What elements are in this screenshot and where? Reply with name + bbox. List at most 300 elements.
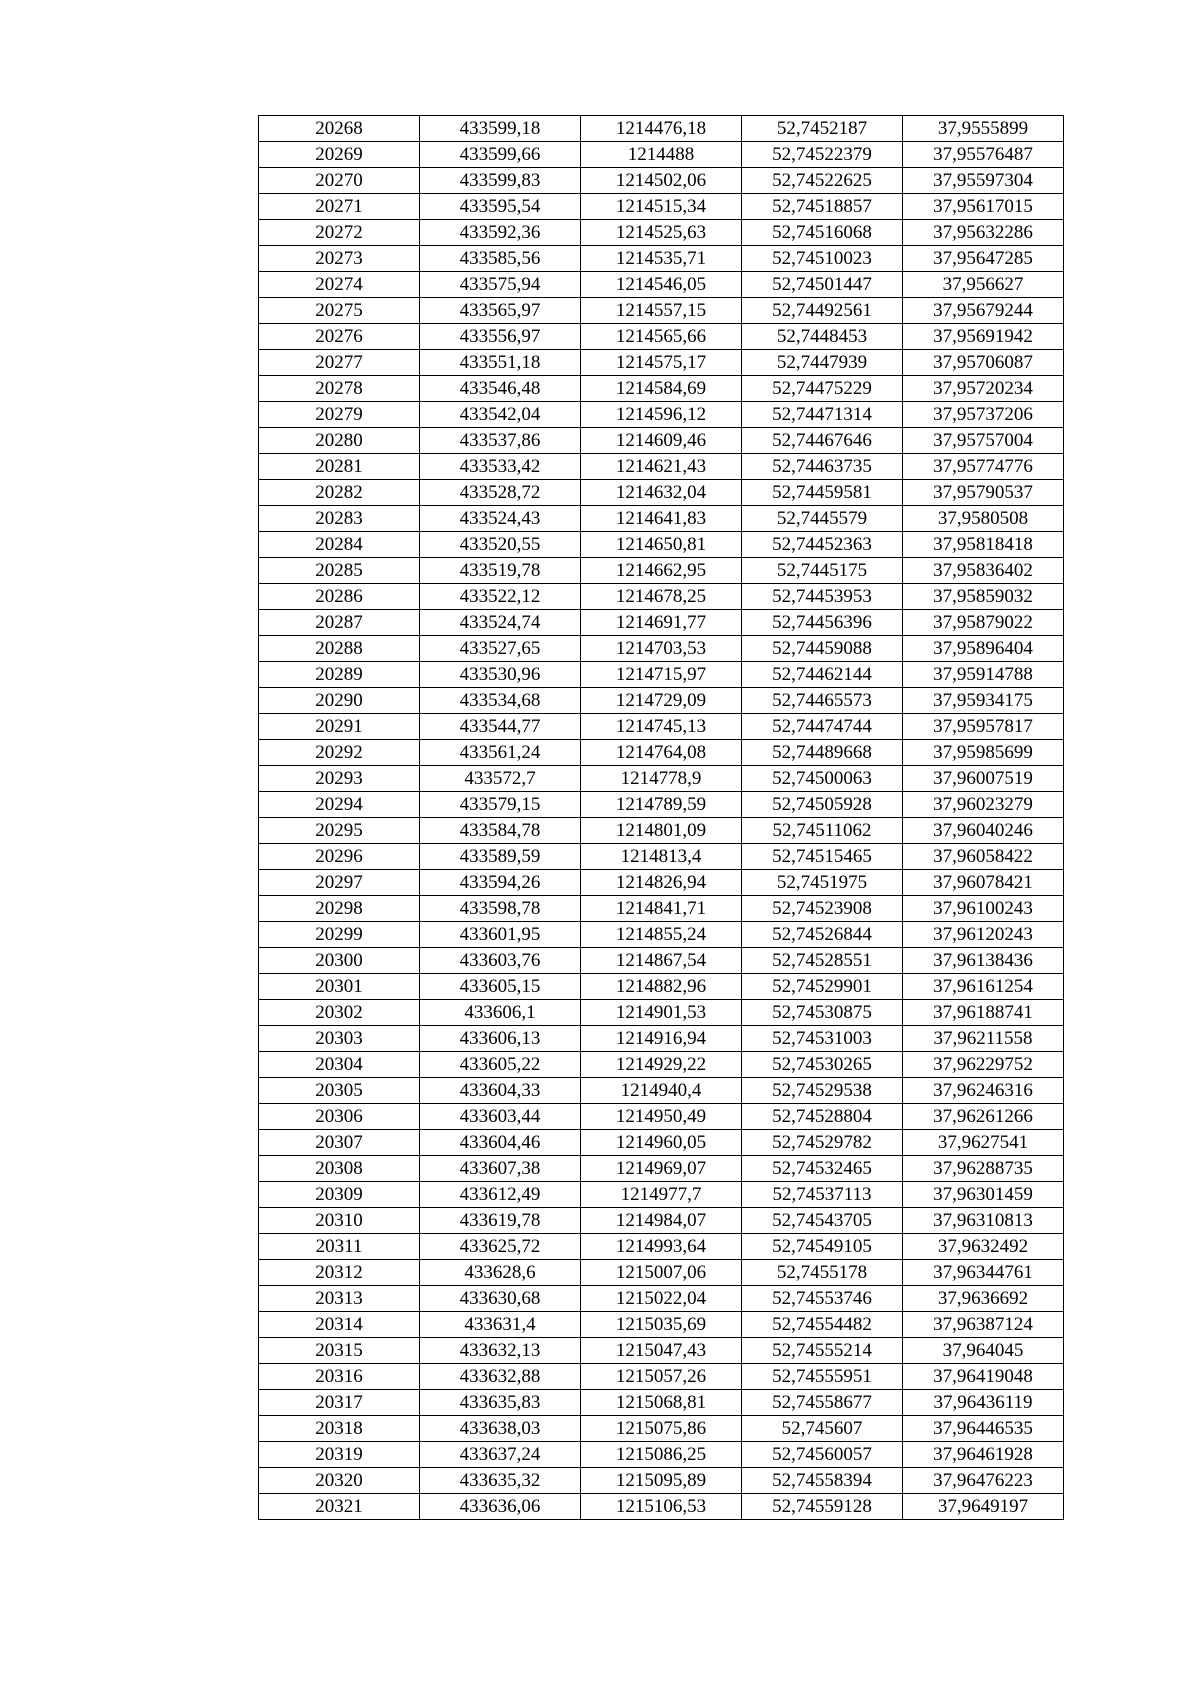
table-row <box>259 558 1064 584</box>
y-coordinate-cell: 1214969,07 <box>581 1156 742 1182</box>
point-number-cell: 20310 <box>259 1208 420 1234</box>
latitude-cell: 52,74518857 <box>742 194 903 220</box>
latitude-cell: 52,74528551 <box>742 948 903 974</box>
y-coordinate-cell: 1214621,43 <box>581 454 742 480</box>
x-coordinate-cell: 433603,76 <box>420 948 581 974</box>
y-coordinate-cell: 1214535,71 <box>581 246 742 272</box>
point-number-cell: 20307 <box>259 1130 420 1156</box>
y-coordinate-cell: 1214813,4 <box>581 844 742 870</box>
longitude-cell: 37,95720234 <box>903 376 1064 402</box>
y-coordinate-cell: 1214745,13 <box>581 714 742 740</box>
x-coordinate-cell: 433594,26 <box>420 870 581 896</box>
table-row <box>259 1286 1064 1312</box>
longitude-cell: 37,95774776 <box>903 454 1064 480</box>
y-coordinate-cell: 1214950,49 <box>581 1104 742 1130</box>
table-row <box>259 454 1064 480</box>
y-coordinate-cell: 1214650,81 <box>581 532 742 558</box>
latitude-cell: 52,74456396 <box>742 610 903 636</box>
x-coordinate-cell: 433630,68 <box>420 1286 581 1312</box>
longitude-cell: 37,95859032 <box>903 584 1064 610</box>
table-row <box>259 1442 1064 1468</box>
longitude-cell: 37,96161254 <box>903 974 1064 1000</box>
point-number-cell: 20311 <box>259 1234 420 1260</box>
x-coordinate-cell: 433606,13 <box>420 1026 581 1052</box>
longitude-cell: 37,96023279 <box>903 792 1064 818</box>
table-row <box>259 142 1064 168</box>
table-row <box>259 1000 1064 1026</box>
latitude-cell: 52,74558677 <box>742 1390 903 1416</box>
latitude-cell: 52,74554482 <box>742 1312 903 1338</box>
longitude-cell: 37,95790537 <box>903 480 1064 506</box>
longitude-cell: 37,964045 <box>903 1338 1064 1364</box>
longitude-cell: 37,96058422 <box>903 844 1064 870</box>
x-coordinate-cell: 433589,59 <box>420 844 581 870</box>
table-row <box>259 1208 1064 1234</box>
x-coordinate-cell: 433607,38 <box>420 1156 581 1182</box>
y-coordinate-cell: 1215075,86 <box>581 1416 742 1442</box>
latitude-cell: 52,74530265 <box>742 1052 903 1078</box>
y-coordinate-cell: 1214565,66 <box>581 324 742 350</box>
table-row <box>259 1364 1064 1390</box>
x-coordinate-cell: 433625,72 <box>420 1234 581 1260</box>
point-number-cell: 20278 <box>259 376 420 402</box>
point-number-cell: 20312 <box>259 1260 420 1286</box>
table-row <box>259 922 1064 948</box>
table-row <box>259 1260 1064 1286</box>
x-coordinate-cell: 433537,86 <box>420 428 581 454</box>
longitude-cell: 37,9627541 <box>903 1130 1064 1156</box>
longitude-cell: 37,96007519 <box>903 766 1064 792</box>
point-number-cell: 20297 <box>259 870 420 896</box>
x-coordinate-cell: 433604,46 <box>420 1130 581 1156</box>
y-coordinate-cell: 1214609,46 <box>581 428 742 454</box>
point-number-cell: 20315 <box>259 1338 420 1364</box>
x-coordinate-cell: 433635,32 <box>420 1468 581 1494</box>
latitude-cell: 52,7455178 <box>742 1260 903 1286</box>
x-coordinate-cell: 433524,74 <box>420 610 581 636</box>
table-row <box>259 272 1064 298</box>
latitude-cell: 52,74453953 <box>742 584 903 610</box>
longitude-cell: 37,96229752 <box>903 1052 1064 1078</box>
x-coordinate-cell: 433565,97 <box>420 298 581 324</box>
y-coordinate-cell: 1215106,53 <box>581 1494 742 1520</box>
y-coordinate-cell: 1214960,05 <box>581 1130 742 1156</box>
y-coordinate-cell: 1214764,08 <box>581 740 742 766</box>
x-coordinate-cell: 433572,7 <box>420 766 581 792</box>
point-number-cell: 20289 <box>259 662 420 688</box>
y-coordinate-cell: 1214778,9 <box>581 766 742 792</box>
longitude-cell: 37,95914788 <box>903 662 1064 688</box>
table-row <box>259 246 1064 272</box>
point-number-cell: 20308 <box>259 1156 420 1182</box>
x-coordinate-cell: 433522,12 <box>420 584 581 610</box>
latitude-cell: 52,74523908 <box>742 896 903 922</box>
y-coordinate-cell: 1215047,43 <box>581 1338 742 1364</box>
table-row <box>259 662 1064 688</box>
latitude-cell: 52,74560057 <box>742 1442 903 1468</box>
longitude-cell: 37,96246316 <box>903 1078 1064 1104</box>
longitude-cell: 37,95934175 <box>903 688 1064 714</box>
longitude-cell: 37,96310813 <box>903 1208 1064 1234</box>
point-number-cell: 20281 <box>259 454 420 480</box>
table-row <box>259 844 1064 870</box>
latitude-cell: 52,74522625 <box>742 168 903 194</box>
longitude-cell: 37,95679244 <box>903 298 1064 324</box>
longitude-cell: 37,95757004 <box>903 428 1064 454</box>
latitude-cell: 52,74532465 <box>742 1156 903 1182</box>
point-number-cell: 20309 <box>259 1182 420 1208</box>
latitude-cell: 52,7445579 <box>742 506 903 532</box>
point-number-cell: 20286 <box>259 584 420 610</box>
point-number-cell: 20321 <box>259 1494 420 1520</box>
table-row <box>259 480 1064 506</box>
table-row <box>259 870 1064 896</box>
latitude-cell: 52,7448453 <box>742 324 903 350</box>
longitude-cell: 37,96188741 <box>903 1000 1064 1026</box>
y-coordinate-cell: 1214855,24 <box>581 922 742 948</box>
longitude-cell: 37,956627 <box>903 272 1064 298</box>
latitude-cell: 52,74452363 <box>742 532 903 558</box>
latitude-cell: 52,74553746 <box>742 1286 903 1312</box>
y-coordinate-cell: 1214662,95 <box>581 558 742 584</box>
longitude-cell: 37,96040246 <box>903 818 1064 844</box>
latitude-cell: 52,74459581 <box>742 480 903 506</box>
longitude-cell: 37,95706087 <box>903 350 1064 376</box>
point-number-cell: 20320 <box>259 1468 420 1494</box>
latitude-cell: 52,7451975 <box>742 870 903 896</box>
longitude-cell: 37,95896404 <box>903 636 1064 662</box>
table-row <box>259 818 1064 844</box>
latitude-cell: 52,74530875 <box>742 1000 903 1026</box>
x-coordinate-cell: 433599,83 <box>420 168 581 194</box>
x-coordinate-cell: 433605,15 <box>420 974 581 1000</box>
table-row <box>259 1312 1064 1338</box>
y-coordinate-cell: 1215035,69 <box>581 1312 742 1338</box>
latitude-cell: 52,74555214 <box>742 1338 903 1364</box>
x-coordinate-cell: 433612,49 <box>420 1182 581 1208</box>
y-coordinate-cell: 1214882,96 <box>581 974 742 1000</box>
x-coordinate-cell: 433631,4 <box>420 1312 581 1338</box>
y-coordinate-cell: 1214940,4 <box>581 1078 742 1104</box>
latitude-cell: 52,74465573 <box>742 688 903 714</box>
table-row <box>259 1390 1064 1416</box>
longitude-cell: 37,96461928 <box>903 1442 1064 1468</box>
point-number-cell: 20305 <box>259 1078 420 1104</box>
point-number-cell: 20313 <box>259 1286 420 1312</box>
x-coordinate-cell: 433592,36 <box>420 220 581 246</box>
x-coordinate-cell: 433533,42 <box>420 454 581 480</box>
longitude-cell: 37,95691942 <box>903 324 1064 350</box>
longitude-cell: 37,95836402 <box>903 558 1064 584</box>
table-row <box>259 1130 1064 1156</box>
longitude-cell: 37,96436119 <box>903 1390 1064 1416</box>
longitude-cell: 37,96138436 <box>903 948 1064 974</box>
latitude-cell: 52,74511062 <box>742 818 903 844</box>
table-row <box>259 792 1064 818</box>
table-row <box>259 350 1064 376</box>
latitude-cell: 52,74471314 <box>742 402 903 428</box>
latitude-cell: 52,74529901 <box>742 974 903 1000</box>
latitude-cell: 52,74515465 <box>742 844 903 870</box>
point-number-cell: 20298 <box>259 896 420 922</box>
table-row <box>259 1026 1064 1052</box>
table-row <box>259 376 1064 402</box>
y-coordinate-cell: 1214977,7 <box>581 1182 742 1208</box>
point-number-cell: 20306 <box>259 1104 420 1130</box>
point-number-cell: 20300 <box>259 948 420 974</box>
point-number-cell: 20292 <box>259 740 420 766</box>
y-coordinate-cell: 1214596,12 <box>581 402 742 428</box>
y-coordinate-cell: 1214557,15 <box>581 298 742 324</box>
table-row <box>259 636 1064 662</box>
latitude-cell: 52,74555951 <box>742 1364 903 1390</box>
x-coordinate-cell: 433601,95 <box>420 922 581 948</box>
latitude-cell: 52,74537113 <box>742 1182 903 1208</box>
table-row <box>259 1078 1064 1104</box>
y-coordinate-cell: 1214678,25 <box>581 584 742 610</box>
y-coordinate-cell: 1214691,77 <box>581 610 742 636</box>
point-number-cell: 20290 <box>259 688 420 714</box>
table-row <box>259 584 1064 610</box>
latitude-cell: 52,74529538 <box>742 1078 903 1104</box>
longitude-cell: 37,9580508 <box>903 506 1064 532</box>
point-number-cell: 20295 <box>259 818 420 844</box>
longitude-cell: 37,95737206 <box>903 402 1064 428</box>
latitude-cell: 52,74489668 <box>742 740 903 766</box>
table-row <box>259 220 1064 246</box>
y-coordinate-cell: 1214729,09 <box>581 688 742 714</box>
latitude-cell: 52,745607 <box>742 1416 903 1442</box>
x-coordinate-cell: 433546,48 <box>420 376 581 402</box>
table-row <box>259 1104 1064 1130</box>
coordinates-table-body <box>259 116 1064 1520</box>
y-coordinate-cell: 1214641,83 <box>581 506 742 532</box>
latitude-cell: 52,7447939 <box>742 350 903 376</box>
point-number-cell: 20296 <box>259 844 420 870</box>
point-number-cell: 20274 <box>259 272 420 298</box>
latitude-cell: 52,74529782 <box>742 1130 903 1156</box>
latitude-cell: 52,74463735 <box>742 454 903 480</box>
table-row <box>259 428 1064 454</box>
x-coordinate-cell: 433534,68 <box>420 688 581 714</box>
longitude-cell: 37,9555899 <box>903 116 1064 142</box>
x-coordinate-cell: 433637,24 <box>420 1442 581 1468</box>
x-coordinate-cell: 433544,77 <box>420 714 581 740</box>
y-coordinate-cell: 1214575,17 <box>581 350 742 376</box>
y-coordinate-cell: 1215095,89 <box>581 1468 742 1494</box>
table-row <box>259 610 1064 636</box>
point-number-cell: 20276 <box>259 324 420 350</box>
latitude-cell: 52,74516068 <box>742 220 903 246</box>
table-row <box>259 298 1064 324</box>
y-coordinate-cell: 1214584,69 <box>581 376 742 402</box>
x-coordinate-cell: 433584,78 <box>420 818 581 844</box>
table-row <box>259 766 1064 792</box>
table-row <box>259 506 1064 532</box>
longitude-cell: 37,96288735 <box>903 1156 1064 1182</box>
latitude-cell: 52,74500063 <box>742 766 903 792</box>
table-row <box>259 168 1064 194</box>
table-row <box>259 116 1064 142</box>
longitude-cell: 37,96446535 <box>903 1416 1064 1442</box>
table-row <box>259 402 1064 428</box>
x-coordinate-cell: 433561,24 <box>420 740 581 766</box>
longitude-cell: 37,96301459 <box>903 1182 1064 1208</box>
longitude-cell: 37,9632492 <box>903 1234 1064 1260</box>
point-number-cell: 20272 <box>259 220 420 246</box>
y-coordinate-cell: 1214488 <box>581 142 742 168</box>
x-coordinate-cell: 433636,06 <box>420 1494 581 1520</box>
x-coordinate-cell: 433524,43 <box>420 506 581 532</box>
point-number-cell: 20277 <box>259 350 420 376</box>
x-coordinate-cell: 433527,65 <box>420 636 581 662</box>
point-number-cell: 20294 <box>259 792 420 818</box>
point-number-cell: 20302 <box>259 1000 420 1026</box>
latitude-cell: 52,74475229 <box>742 376 903 402</box>
x-coordinate-cell: 433575,94 <box>420 272 581 298</box>
latitude-cell: 52,74501447 <box>742 272 903 298</box>
table-row <box>259 740 1064 766</box>
x-coordinate-cell: 433551,18 <box>420 350 581 376</box>
x-coordinate-cell: 433519,78 <box>420 558 581 584</box>
point-number-cell: 20283 <box>259 506 420 532</box>
y-coordinate-cell: 1215057,26 <box>581 1364 742 1390</box>
latitude-cell: 52,74526844 <box>742 922 903 948</box>
point-number-cell: 20270 <box>259 168 420 194</box>
longitude-cell: 37,95576487 <box>903 142 1064 168</box>
x-coordinate-cell: 433632,13 <box>420 1338 581 1364</box>
x-coordinate-cell: 433604,33 <box>420 1078 581 1104</box>
longitude-cell: 37,96078421 <box>903 870 1064 896</box>
y-coordinate-cell: 1214993,64 <box>581 1234 742 1260</box>
x-coordinate-cell: 433542,04 <box>420 402 581 428</box>
y-coordinate-cell: 1214901,53 <box>581 1000 742 1026</box>
point-number-cell: 20319 <box>259 1442 420 1468</box>
point-number-cell: 20282 <box>259 480 420 506</box>
latitude-cell: 52,74459088 <box>742 636 903 662</box>
point-number-cell: 20273 <box>259 246 420 272</box>
latitude-cell: 52,74543705 <box>742 1208 903 1234</box>
table-row <box>259 948 1064 974</box>
point-number-cell: 20317 <box>259 1390 420 1416</box>
longitude-cell: 37,95879022 <box>903 610 1064 636</box>
longitude-cell: 37,96476223 <box>903 1468 1064 1494</box>
y-coordinate-cell: 1214715,97 <box>581 662 742 688</box>
coordinates-table <box>258 115 1064 1520</box>
longitude-cell: 37,96100243 <box>903 896 1064 922</box>
x-coordinate-cell: 433528,72 <box>420 480 581 506</box>
latitude-cell: 52,74558394 <box>742 1468 903 1494</box>
y-coordinate-cell: 1214841,71 <box>581 896 742 922</box>
x-coordinate-cell: 433605,22 <box>420 1052 581 1078</box>
latitude-cell: 52,74531003 <box>742 1026 903 1052</box>
point-number-cell: 20280 <box>259 428 420 454</box>
y-coordinate-cell: 1214789,59 <box>581 792 742 818</box>
x-coordinate-cell: 433606,1 <box>420 1000 581 1026</box>
latitude-cell: 52,74474744 <box>742 714 903 740</box>
table-row <box>259 324 1064 350</box>
point-number-cell: 20271 <box>259 194 420 220</box>
longitude-cell: 37,95597304 <box>903 168 1064 194</box>
latitude-cell: 52,74492561 <box>742 298 903 324</box>
table-row <box>259 1182 1064 1208</box>
y-coordinate-cell: 1214703,53 <box>581 636 742 662</box>
point-number-cell: 20314 <box>259 1312 420 1338</box>
x-coordinate-cell: 433632,88 <box>420 1364 581 1390</box>
table-row <box>259 1338 1064 1364</box>
point-number-cell: 20303 <box>259 1026 420 1052</box>
longitude-cell: 37,95957817 <box>903 714 1064 740</box>
y-coordinate-cell: 1214476,18 <box>581 116 742 142</box>
point-number-cell: 20304 <box>259 1052 420 1078</box>
latitude-cell: 52,74559128 <box>742 1494 903 1520</box>
longitude-cell: 37,95985699 <box>903 740 1064 766</box>
point-number-cell: 20316 <box>259 1364 420 1390</box>
x-coordinate-cell: 433628,6 <box>420 1260 581 1286</box>
point-number-cell: 20301 <box>259 974 420 1000</box>
latitude-cell: 52,7452187 <box>742 116 903 142</box>
point-number-cell: 20293 <box>259 766 420 792</box>
x-coordinate-cell: 433595,54 <box>420 194 581 220</box>
x-coordinate-cell: 433635,83 <box>420 1390 581 1416</box>
longitude-cell: 37,96120243 <box>903 922 1064 948</box>
table-row <box>259 974 1064 1000</box>
point-number-cell: 20291 <box>259 714 420 740</box>
longitude-cell: 37,96419048 <box>903 1364 1064 1390</box>
point-number-cell: 20269 <box>259 142 420 168</box>
latitude-cell: 52,7445175 <box>742 558 903 584</box>
longitude-cell: 37,95617015 <box>903 194 1064 220</box>
point-number-cell: 20284 <box>259 532 420 558</box>
latitude-cell: 52,74510023 <box>742 246 903 272</box>
longitude-cell: 37,96344761 <box>903 1260 1064 1286</box>
point-number-cell: 20299 <box>259 922 420 948</box>
point-number-cell: 20279 <box>259 402 420 428</box>
x-coordinate-cell: 433619,78 <box>420 1208 581 1234</box>
y-coordinate-cell: 1214801,09 <box>581 818 742 844</box>
y-coordinate-cell: 1215068,81 <box>581 1390 742 1416</box>
longitude-cell: 37,9636692 <box>903 1286 1064 1312</box>
y-coordinate-cell: 1214826,94 <box>581 870 742 896</box>
y-coordinate-cell: 1214515,34 <box>581 194 742 220</box>
x-coordinate-cell: 433638,03 <box>420 1416 581 1442</box>
latitude-cell: 52,74528804 <box>742 1104 903 1130</box>
table-row <box>259 896 1064 922</box>
longitude-cell: 37,96211558 <box>903 1026 1064 1052</box>
y-coordinate-cell: 1214525,63 <box>581 220 742 246</box>
table-row <box>259 1494 1064 1520</box>
longitude-cell: 37,95632286 <box>903 220 1064 246</box>
table-row <box>259 532 1064 558</box>
point-number-cell: 20318 <box>259 1416 420 1442</box>
y-coordinate-cell: 1214916,94 <box>581 1026 742 1052</box>
longitude-cell: 37,95647285 <box>903 246 1064 272</box>
longitude-cell: 37,96261266 <box>903 1104 1064 1130</box>
x-coordinate-cell: 433603,44 <box>420 1104 581 1130</box>
table-row <box>259 1468 1064 1494</box>
y-coordinate-cell: 1214929,22 <box>581 1052 742 1078</box>
table-row <box>259 1234 1064 1260</box>
x-coordinate-cell: 433579,15 <box>420 792 581 818</box>
y-coordinate-cell: 1215022,04 <box>581 1286 742 1312</box>
x-coordinate-cell: 433556,97 <box>420 324 581 350</box>
table-row <box>259 1156 1064 1182</box>
table-row <box>259 1052 1064 1078</box>
table-row <box>259 714 1064 740</box>
longitude-cell: 37,9649197 <box>903 1494 1064 1520</box>
latitude-cell: 52,74549105 <box>742 1234 903 1260</box>
table-row <box>259 688 1064 714</box>
